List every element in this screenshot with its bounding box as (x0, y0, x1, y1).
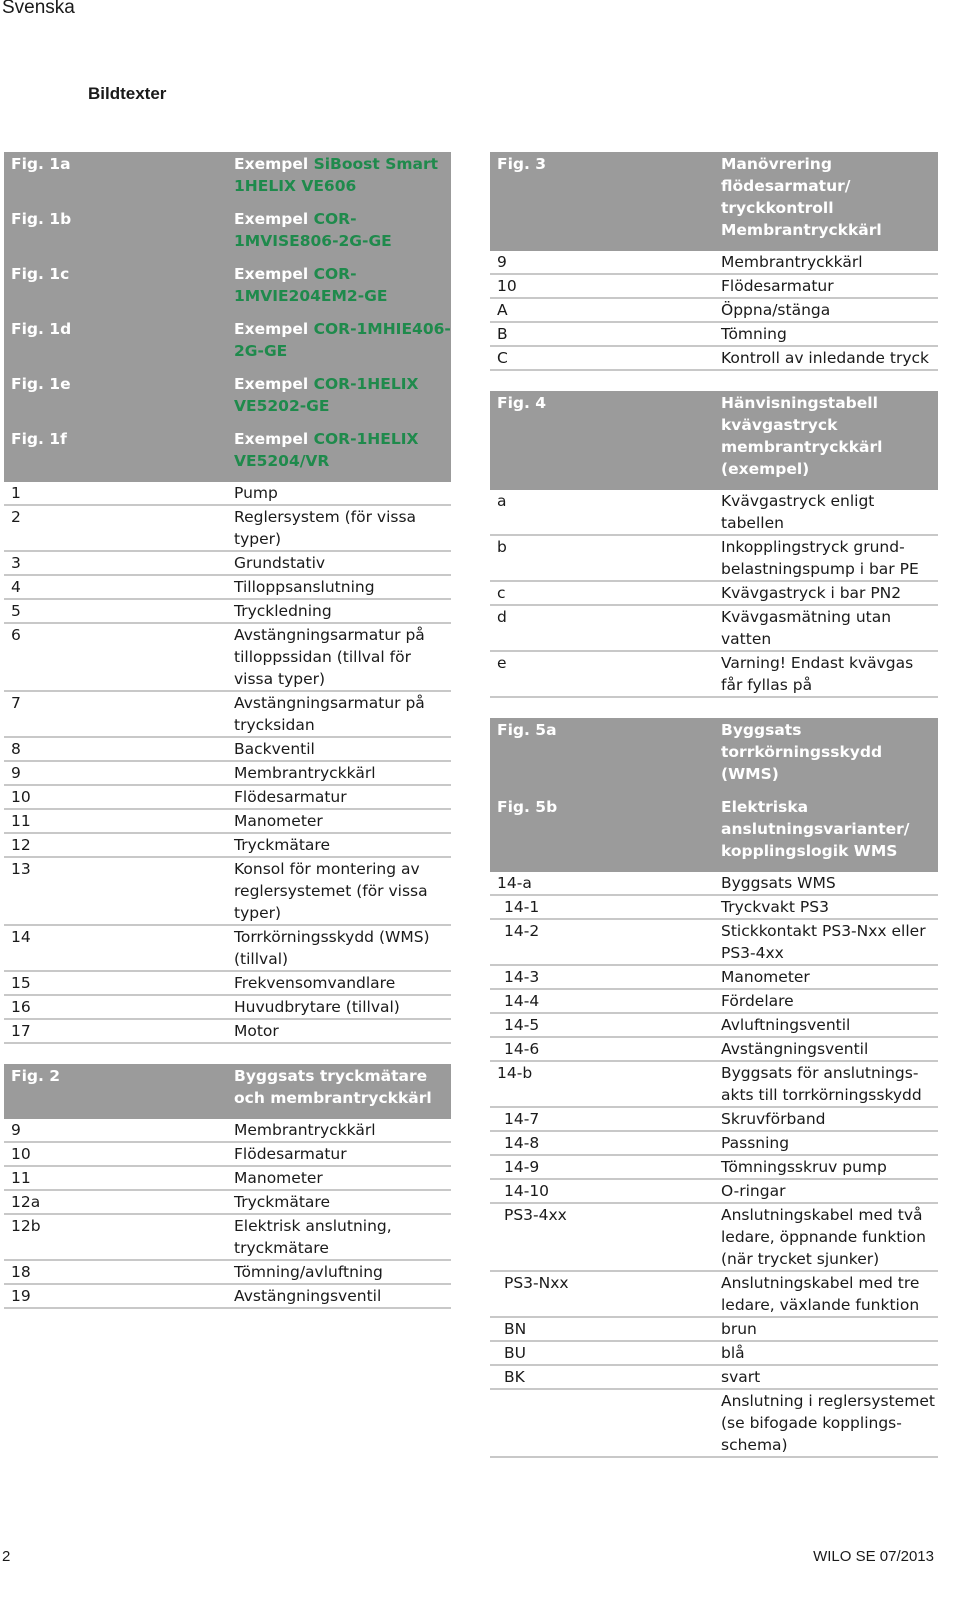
fig-caption: Byggsats torrkörningsskydd (WMS) (714, 718, 938, 795)
legend-value: Avstängningsarmatur på tilloppssidan (tillval för vissa typer) (227, 623, 451, 691)
legend-table-fig1 (4, 152, 451, 1044)
fig-caption (227, 317, 451, 372)
fig-header-row (4, 152, 451, 207)
legend-key: 14-10 (490, 1179, 714, 1203)
legend-key: e (490, 651, 714, 697)
legend-value: Flödesarmatur (227, 785, 451, 809)
legend-value: O-ringar (714, 1179, 938, 1203)
legend-value: svart (714, 1365, 938, 1389)
legend-row (490, 1013, 938, 1037)
legend-value: Tömning/avluftning (227, 1260, 451, 1284)
legend-row (490, 1271, 938, 1317)
legend-value: Tilloppsanslutning (227, 575, 451, 599)
legend-row (490, 274, 938, 298)
legend-value: Avluftningsventil (714, 1013, 938, 1037)
legend-value: Membrantryckkärl (227, 761, 451, 785)
legend-row (490, 581, 938, 605)
legend-key: 11 (4, 1166, 227, 1190)
legend-row (490, 872, 938, 895)
legend-row (490, 605, 938, 651)
language-label: Svenska (2, 0, 75, 18)
legend-value: Fördelare (714, 989, 938, 1013)
legend-row (4, 1284, 451, 1308)
legend-key: 17 (4, 1019, 227, 1043)
legend-row (490, 895, 938, 919)
legend-row (4, 1142, 451, 1166)
legend-key: 14-a (490, 872, 714, 895)
fig-label: Fig. 1c (4, 262, 227, 317)
legend-key: 7 (4, 691, 227, 737)
legend-value: Konsol för montering av reglersystemet (för vissa typer) (227, 857, 451, 925)
footer-brand: WILO SE 07/2013 (813, 1548, 934, 1565)
fig-header-row (490, 718, 938, 795)
legend-key: 10 (4, 785, 227, 809)
legend-key: 2 (4, 505, 227, 551)
legend-value: Manometer (227, 809, 451, 833)
left-column (4, 152, 451, 1309)
legend-value: Anslutningskabel med två ledare, öppnande funktion (när trycket sjunker) (714, 1203, 938, 1271)
legend-key: 4 (4, 575, 227, 599)
legend-key: 15 (4, 971, 227, 995)
legend-value: blå (714, 1341, 938, 1365)
legend-row (4, 761, 451, 785)
legend-key: 14-8 (490, 1131, 714, 1155)
legend-value: Anslutning i reglersystemet (se bifogade kopplings-schema) (714, 1389, 938, 1457)
legend-row (490, 651, 938, 697)
legend-row (4, 1214, 451, 1260)
fig-caption (227, 427, 451, 482)
legend-row (4, 482, 451, 505)
legend-value: Anslutningskabel med tre ledare, växlande funktion (714, 1271, 938, 1317)
fig-label: Fig. 5b (490, 795, 714, 872)
legend-row (4, 623, 451, 691)
legend-row (490, 1155, 938, 1179)
legend-row (4, 971, 451, 995)
legend-value: Reglersystem (för vissa typer) (227, 505, 451, 551)
legend-value: Öppna/stänga (714, 298, 938, 322)
fig-caption (227, 372, 451, 427)
fig4-header (490, 391, 938, 490)
legend-row (4, 505, 451, 551)
legend-row (490, 965, 938, 989)
legend-value: Torrkörningsskydd (WMS) (tillval) (227, 925, 451, 971)
legend-value: Skruvförband (714, 1107, 938, 1131)
legend-value: Avstängningsventil (227, 1284, 451, 1308)
legend-key: BU (490, 1341, 714, 1365)
legend-key: B (490, 322, 714, 346)
legend-row (490, 490, 938, 535)
legend-row (490, 346, 938, 370)
fig-label: Fig. 1d (4, 317, 227, 372)
fig-label: Fig. 1e (4, 372, 227, 427)
legend-key: BN (490, 1317, 714, 1341)
fig-caption-prefix: Exempel (234, 320, 314, 338)
legend-key (490, 1389, 714, 1457)
legend-table-fig4 (490, 391, 938, 698)
legend-row (4, 1166, 451, 1190)
legend-row (4, 1260, 451, 1284)
fig-label: Fig. 1b (4, 207, 227, 262)
legend-key: d (490, 605, 714, 651)
legend-table-fig3 (490, 152, 938, 371)
legend-row (490, 298, 938, 322)
legend-value: Membrantryckkärl (714, 251, 938, 274)
legend-key: 6 (4, 623, 227, 691)
legend-row (490, 322, 938, 346)
legend-key: C (490, 346, 714, 370)
legend-value: Avstängningsventil (714, 1037, 938, 1061)
legend-key: 14-1 (490, 895, 714, 919)
legend-row (4, 737, 451, 761)
legend-value: Flödesarmatur (227, 1142, 451, 1166)
fig-product-name: COR-1HELIX VE5202-GE (234, 375, 419, 415)
legend-value: Huvudbrytare (tillval) (227, 995, 451, 1019)
fig-label: Fig. 1a (4, 152, 227, 207)
legend-row (490, 1341, 938, 1365)
legend-row (4, 691, 451, 737)
legend-value: Kvävgastryck i bar PN2 (714, 581, 938, 605)
legend-value: Elektrisk anslutning, tryckmätare (227, 1214, 451, 1260)
legend-value: Tömningsskruv pump (714, 1155, 938, 1179)
fig-header-row (490, 795, 938, 872)
fig-product-name: SiBoost Smart 1HELIX VE606 (234, 155, 439, 195)
fig-label: Fig. 1f (4, 427, 227, 482)
legend-row (490, 989, 938, 1013)
legend-key: 14-3 (490, 965, 714, 989)
legend-row (490, 1179, 938, 1203)
legend-value: Tryckledning (227, 599, 451, 623)
legend-table-fig5 (490, 718, 938, 1458)
legend-value: Frekvensomvandlare (227, 971, 451, 995)
fig-product-name: COR-1MVISE806-2G-GE (234, 210, 392, 250)
fig-product-name: COR-1MVIE204EM2-GE (234, 265, 388, 305)
legend-value: Manometer (714, 965, 938, 989)
legend-key: 12b (4, 1214, 227, 1260)
legend-key: 16 (4, 995, 227, 1019)
legend-key: 14-4 (490, 989, 714, 1013)
fig-caption-prefix: Exempel (234, 210, 314, 228)
legend-key: 10 (490, 274, 714, 298)
fig-caption: Elektriska anslutningsvarianter/ kopplingslogik WMS (714, 795, 938, 872)
legend-value: Tömning (714, 322, 938, 346)
legend-value: Stickkontakt PS3-Nxx eller PS3-4xx (714, 919, 938, 965)
legend-row (4, 785, 451, 809)
legend-row (4, 925, 451, 971)
fig-header-row (4, 427, 451, 482)
legend-value: Tryckmätare (227, 833, 451, 857)
legend-value: Byggsats WMS (714, 872, 938, 895)
right-column (490, 152, 938, 1458)
fig-label: Fig. 4 (490, 391, 714, 490)
legend-key: a (490, 490, 714, 535)
legend-value: Tryckmätare (227, 1190, 451, 1214)
legend-key: 19 (4, 1284, 227, 1308)
legend-value: Kontroll av inledande tryck (714, 346, 938, 370)
legend-key: PS3-4xx (490, 1203, 714, 1271)
legend-row (490, 535, 938, 581)
legend-key: A (490, 298, 714, 322)
fig-product-name: COR-1MHIE406-2G-GE (234, 320, 451, 360)
legend-key: 1 (4, 482, 227, 505)
legend-row (490, 1389, 938, 1457)
legend-table-fig2 (4, 1064, 451, 1309)
legend-row (490, 1317, 938, 1341)
fig-caption: Byggsats tryckmätare och membrantryckkärl (227, 1064, 451, 1119)
legend-key: 14 (4, 925, 227, 971)
legend-row (4, 809, 451, 833)
fig-caption (227, 152, 451, 207)
legend-value: Flödesarmatur (714, 274, 938, 298)
legend-row (4, 575, 451, 599)
legend-row (490, 1203, 938, 1271)
fig-caption-prefix: Exempel (234, 375, 314, 393)
legend-key: 14-b (490, 1061, 714, 1107)
legend-key: 18 (4, 1260, 227, 1284)
legend-row (4, 599, 451, 623)
legend-row (4, 551, 451, 575)
legend-value: Varning! Endast kvävgas får fyllas på (714, 651, 938, 697)
legend-value: Grundstativ (227, 551, 451, 575)
fig-caption-prefix: Exempel (234, 155, 314, 173)
fig-caption: Hänvisningstabell kvävgastryck membrantryckkärl (exempel) (714, 391, 938, 490)
fig-label: Fig. 2 (4, 1064, 227, 1119)
legend-key: 10 (4, 1142, 227, 1166)
fig3-header (490, 152, 938, 251)
legend-key: BK (490, 1365, 714, 1389)
fig-label: Fig. 3 (490, 152, 714, 251)
legend-key: 14-2 (490, 919, 714, 965)
fig-label: Fig. 5a (490, 718, 714, 795)
legend-value: Manometer (227, 1166, 451, 1190)
fig-product-name: COR-1HELIX VE5204/VR (234, 430, 419, 470)
legend-row (4, 1190, 451, 1214)
legend-row (4, 1019, 451, 1043)
legend-row (4, 857, 451, 925)
legend-value: Backventil (227, 737, 451, 761)
fig-caption: Manövrering flödesarmatur/ tryckkontroll Membrantryckkärl (714, 152, 938, 251)
legend-value: Inkopplingstryck grund-belastningspump i bar PE (714, 535, 938, 581)
fig-header-row (4, 372, 451, 427)
legend-value: Passning (714, 1131, 938, 1155)
fig-header-row (4, 262, 451, 317)
page-number: 2 (2, 1548, 11, 1565)
legend-row (490, 1365, 938, 1389)
legend-value: Byggsats för anslutnings-akts till torrkörningsskydd (714, 1061, 938, 1107)
legend-key: 14-9 (490, 1155, 714, 1179)
fig-header-row (4, 207, 451, 262)
legend-row (490, 1131, 938, 1155)
legend-row (490, 1107, 938, 1131)
legend-row (490, 1061, 938, 1107)
legend-key: 9 (4, 761, 227, 785)
legend-value: Motor (227, 1019, 451, 1043)
fig-caption-prefix: Exempel (234, 265, 314, 283)
legend-row (490, 251, 938, 274)
legend-key: 5 (4, 599, 227, 623)
legend-key: 12 (4, 833, 227, 857)
legend-row (490, 919, 938, 965)
legend-value: Tryckvakt PS3 (714, 895, 938, 919)
legend-value: Pump (227, 482, 451, 505)
legend-value: brun (714, 1317, 938, 1341)
legend-key: 14-5 (490, 1013, 714, 1037)
legend-value: Membrantryckkärl (227, 1119, 451, 1142)
legend-key: 13 (4, 857, 227, 925)
legend-key: c (490, 581, 714, 605)
legend-value: Kvävgastryck enligt tabellen (714, 490, 938, 535)
legend-key: 11 (4, 809, 227, 833)
legend-value: Kvävgasmätning utan vatten (714, 605, 938, 651)
legend-key: 14-6 (490, 1037, 714, 1061)
legend-key: 9 (4, 1119, 227, 1142)
legend-key: 12a (4, 1190, 227, 1214)
legend-row (490, 1037, 938, 1061)
legend-row (4, 833, 451, 857)
fig-header-row (4, 317, 451, 372)
legend-value: Avstängningsarmatur på trycksidan (227, 691, 451, 737)
legend-row (4, 1119, 451, 1142)
legend-row (4, 995, 451, 1019)
legend-key: 14-7 (490, 1107, 714, 1131)
legend-key: 3 (4, 551, 227, 575)
legend-key: b (490, 535, 714, 581)
legend-key: 8 (4, 737, 227, 761)
legend-key: 9 (490, 251, 714, 274)
section-title: Bildtexter (88, 84, 167, 103)
fig-caption-prefix: Exempel (234, 430, 314, 448)
fig-caption (227, 262, 451, 317)
legend-key: PS3-Nxx (490, 1271, 714, 1317)
fig2-header (4, 1064, 451, 1119)
fig-caption (227, 207, 451, 262)
